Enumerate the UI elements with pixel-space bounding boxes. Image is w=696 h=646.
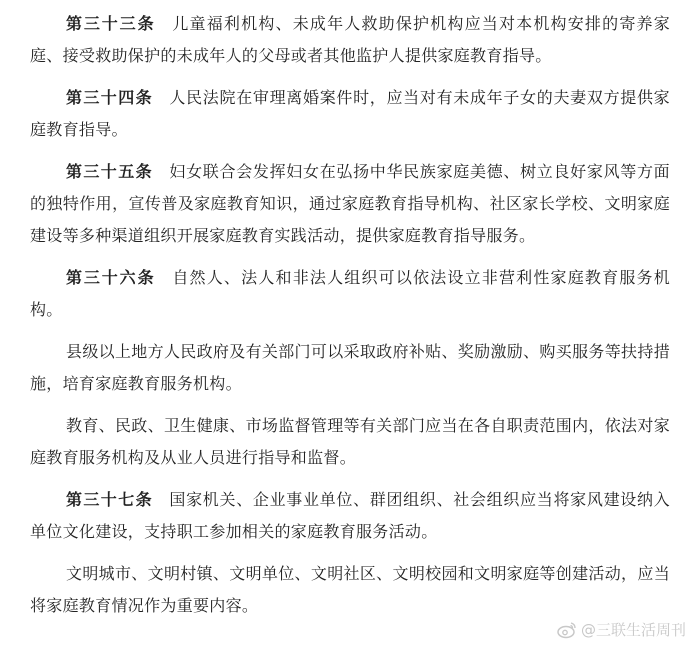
article-text: 妇女联合会发挥妇女在弘扬中华民族家庭美德、树立良好家风等方面的独特作用，宣传普及家庭教育知识，通过家庭教育指导机构、社区家长学校、文明家庭建设等多种渠道组织开展家庭教育实践活动，提供家庭教育指导服务。 — [30, 162, 670, 245]
watermark-text: @三联生活周刊 — [580, 621, 686, 639]
article-number: 第三十七条 — [66, 490, 153, 509]
article-text: 教育、民政、卫生健康、市场监督管理等有关部门应当在各自职责范围内，依法对家庭教育服务机构及从业人员进行指导和监督。 — [30, 416, 670, 467]
article-number: 第三十五条 — [66, 162, 153, 181]
weibo-icon — [557, 621, 577, 639]
paragraph-article-36 — [30, 262, 670, 326]
paragraph-article-35 — [30, 156, 670, 252]
document-body — [30, 8, 670, 632]
article-number: 第三十六条 — [66, 268, 156, 287]
article-number: 第三十四条 — [66, 88, 153, 107]
article-text: 文明城市、文明村镇、文明单位、文明社区、文明校园和文明家庭等创建活动，应当将家庭教育情况作为重要内容。 — [30, 564, 670, 615]
watermark — [557, 619, 686, 640]
paragraph-article-36-clause-3 — [30, 410, 670, 474]
article-text: 县级以上地方人民政府及有关部门可以采取政府补贴、奖励激励、购买服务等扶持措施，培育家庭教育服务机构。 — [30, 342, 670, 393]
paragraph-article-37 — [30, 484, 670, 548]
article-number: 第三十三条 — [66, 14, 156, 33]
paragraph-article-36-clause-2 — [30, 336, 670, 400]
article-text: 国家机关、企业事业单位、群团组织、社会组织应当将家风建设纳入单位文化建设，支持职工参加相关的家庭教育服务活动。 — [30, 490, 670, 541]
article-text: 人民法院在审理离婚案件时，应当对有未成年子女的夫妻双方提供家庭教育指导。 — [30, 88, 670, 139]
paragraph-article-37-clause-2 — [30, 558, 670, 622]
article-text: 儿童福利机构、未成年人救助保护机构应当对本机构安排的寄养家庭、接受救助保护的未成年人的父母或者其他监护人提供家庭教育指导。 — [30, 14, 670, 65]
paragraph-article-33 — [30, 8, 670, 72]
article-text: 自然人、法人和非法人组织可以依法设立非营利性家庭教育服务机构。 — [30, 268, 670, 319]
paragraph-article-34 — [30, 82, 670, 146]
